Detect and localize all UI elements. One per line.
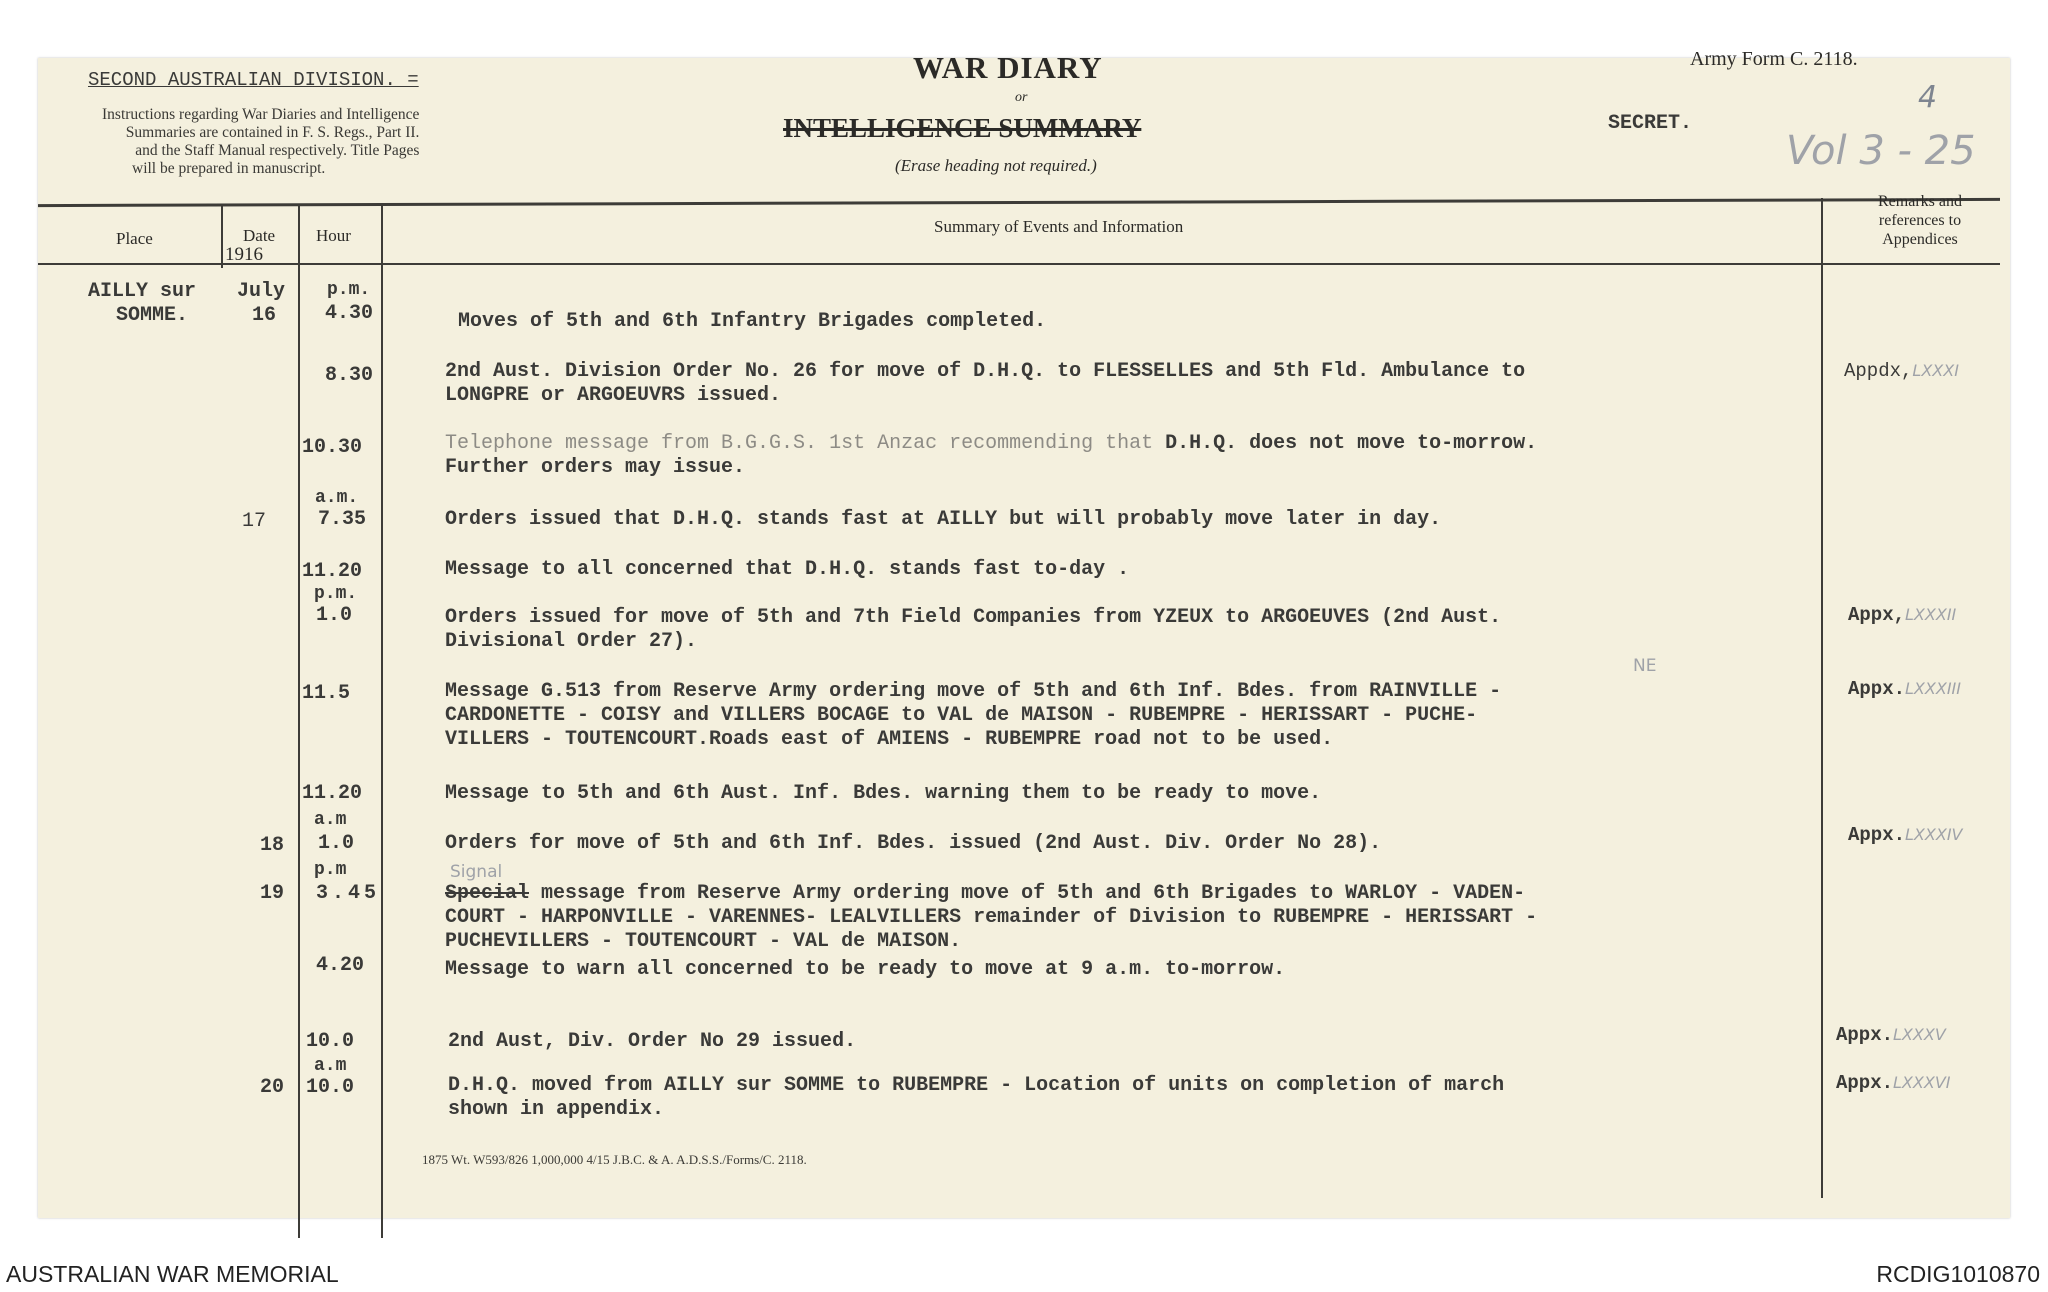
instructions-line: Summaries are contained in F. S. Regs., Part II.: [125, 124, 420, 141]
hour-value: 4.30: [325, 302, 374, 325]
hour-value: 7.35: [318, 508, 367, 531]
summary-line: LONGPRE or ARGOEUVRS issued.: [445, 384, 782, 407]
hour-value: 11.5: [302, 682, 351, 705]
date-day: 17: [242, 510, 267, 533]
date-month: July: [237, 280, 286, 303]
column-header-summary: Summary of Events and Information: [934, 217, 1184, 236]
summary-line: Telephone message from B.G.G.S. 1st Anzac recommending that D.H.Q. does not move to-morrow.: [445, 432, 1538, 455]
appendix-reference: Appx.LXXXIV: [1848, 824, 1963, 846]
col-divider-remarks: [1821, 198, 1823, 1198]
printer-imprint: 1875 Wt. W593/826 1,000,000 4/15 J.B.C. & A. A.D.S.S./Forms/C. 2118.: [422, 1152, 807, 1167]
appendix-reference: Appdx,LXXXI: [1844, 360, 1959, 382]
column-header-remarks: Remarks and references to Appendices: [1878, 193, 1962, 248]
instructions-block: [102, 106, 419, 178]
appendix-reference: Appx,LXXXII: [1848, 604, 1957, 626]
col-divider-place: [221, 204, 223, 268]
date-day: 19: [260, 882, 285, 905]
war-diary-sheet: [38, 48, 2010, 1218]
army-form-number: Army Form C. 2118.: [1690, 48, 1858, 70]
summary-line: Further orders may issue.: [445, 456, 746, 479]
secret-label: SECRET.: [1608, 112, 1693, 135]
hour-value: 4.20: [316, 954, 365, 977]
date-day: 20: [260, 1076, 285, 1099]
erase-note: (Erase heading not required.): [895, 156, 1097, 175]
summary-line: Orders issued for move of 5th and 7th Field Companies from YZEUX to ARGOEUVES (2nd Aust.: [445, 606, 1502, 629]
volume-number: Vol 3 - 25: [1786, 128, 1976, 174]
form-title-or: or: [1015, 90, 1028, 105]
form-title: WAR DIARY: [913, 50, 1103, 85]
hour-meridiem: a.m: [314, 810, 347, 830]
struck-word: Special: [445, 882, 530, 905]
summary-line: 2nd Aust. Division Order No. 26 for move of D.H.Q. to FLESSELLES and 5th Fld. Ambulance to: [445, 360, 1526, 383]
hour-value: 1.0: [316, 604, 353, 627]
instructions-line: Instructions regarding War Diaries and Intelligence: [102, 106, 420, 123]
col-divider-hour: [381, 204, 383, 1238]
hour-value: 1.0: [318, 832, 355, 855]
hour-value: 8.30: [325, 364, 374, 387]
hour-meridiem: a.m: [314, 1056, 347, 1076]
summary-line: VILLERS - TOUTENCOURT.Roads east of AMIENS - RUBEMPRE road not to be used.: [445, 728, 1334, 751]
hour-value: 10.0: [306, 1076, 355, 1099]
page-number: 4: [1918, 80, 1938, 115]
place-line: SOMME.: [116, 304, 189, 327]
handwritten-annotation: NE: [1633, 656, 1657, 676]
hour-meridiem: p.m.: [314, 584, 358, 604]
summary-line: 2nd Aust, Div. Order No 29 issued.: [448, 1030, 857, 1053]
struck-title: INTELLIGENCE SUMMARY: [783, 113, 1142, 143]
summary-line: Orders issued that D.H.Q. stands fast at AILLY but will probably move later in day.: [445, 508, 1442, 531]
hour-meridiem: a.m.: [315, 488, 359, 508]
instructions-line: will be prepared in manuscript.: [132, 160, 326, 177]
column-header-place: Place: [116, 229, 153, 248]
hour-value: 10.0: [306, 1030, 355, 1053]
appendix-reference: Appx.LXXXVI: [1836, 1072, 1951, 1094]
appendix-reference: Appx.LXXXIII: [1848, 678, 1961, 700]
summary-line: COURT - HARPONVILLE - VARENNES- LEALVILLERS remainder of Division to RUBEMPRE - HERISSART -: [445, 906, 1538, 929]
summary-line: Message to warn all concerned to be ready to move at 9 a.m. to-morrow.: [445, 958, 1286, 981]
summary-line: PUCHEVILLERS - TOUTENCOURT - VAL de MAISON.: [445, 930, 962, 953]
summary-line: D.H.Q. moved from AILLY sur SOMME to RUBEMPRE - Location of units on completion of march: [448, 1074, 1505, 1097]
column-header-year: 1916: [225, 244, 263, 265]
summary-line: Special message from Reserve Army ordering move of 5th and 6th Brigades to WARLOY - VADEN-: [445, 882, 1526, 905]
faint-typed-text: Telephone message from B.G.G.S. 1st Anzac recommending that: [445, 432, 1166, 455]
footer-collection-name: AUSTRALIAN WAR MEMORIAL: [6, 1261, 339, 1287]
summary-line: Divisional Order 27).: [445, 630, 698, 653]
summary-line: Moves of 5th and 6th Infantry Brigades completed.: [458, 310, 1047, 333]
summary-line: Message G.513 from Reserve Army ordering move of 5th and 6th Inf. Bdes. from RAINVILLE -: [445, 680, 1502, 703]
date-day: 18: [260, 834, 285, 857]
column-header-rule: [38, 263, 2000, 265]
hour-value: 11.20: [302, 782, 363, 805]
summary-line: CARDONETTE - COISY and VILLERS BOCAGE to VAL de MAISON - RUBEMPRE - HERISSART - PUCHE-: [445, 704, 1478, 727]
summary-line: Message to 5th and 6th Aust. Inf. Bdes. warning them to be ready to move.: [445, 782, 1322, 805]
handwritten-correction: Signal: [450, 862, 503, 882]
footer-record-id: RCDIG1010870: [1876, 1261, 2040, 1287]
unit-heading: SECOND AUSTRALIAN DIVISION. =: [88, 69, 419, 91]
column-header-date: Date: [243, 226, 276, 245]
hour-meridiem: p.m: [314, 860, 347, 880]
hour-value: 10.30: [302, 436, 363, 459]
summary-line: Message to all concerned that D.H.Q. stands fast to-day .: [445, 558, 1130, 581]
hour-value: 11.20: [302, 560, 363, 583]
hour-value: 3.45: [316, 882, 381, 905]
place-line: AILLY sur: [88, 280, 197, 303]
hour-meridiem: p.m.: [327, 280, 371, 300]
summary-line: shown in appendix.: [448, 1098, 665, 1121]
appendix-reference: Appx.LXXXV: [1836, 1024, 1946, 1046]
summary-line: Orders for move of 5th and 6th Inf. Bdes. issued (2nd Aust. Div. Order No 28).: [445, 832, 1382, 855]
column-header-hour: Hour: [316, 226, 351, 245]
header-rule: [38, 198, 2000, 207]
col-divider-date: [298, 204, 300, 1238]
date-day: 16: [252, 304, 277, 327]
instructions-line: and the Staff Manual respectively. Title Pages: [135, 142, 420, 159]
